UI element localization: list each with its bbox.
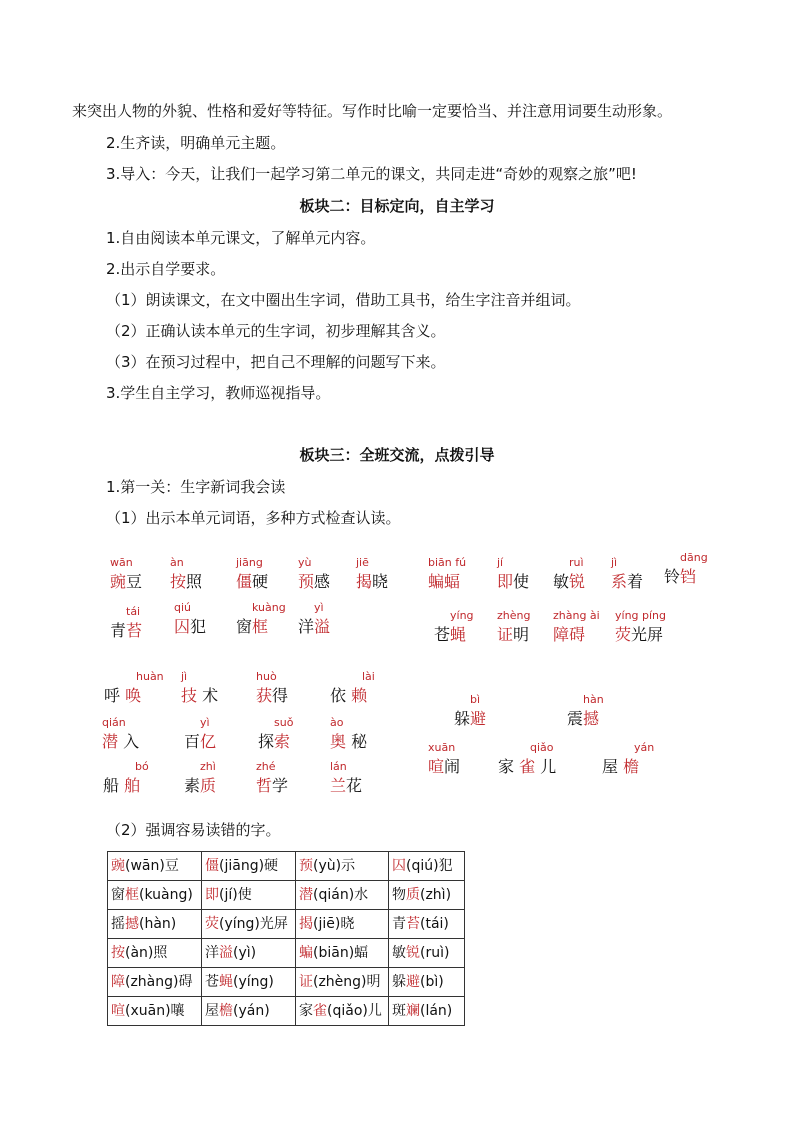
pinyin-label: qiǎo bbox=[530, 741, 554, 754]
cell-pinyin-rest: (yíng)光屏 bbox=[219, 916, 288, 932]
hanzi-word bbox=[497, 572, 529, 592]
cell-pinyin-rest: (zhèng)明 bbox=[313, 974, 381, 990]
pinyin-label: qián bbox=[102, 716, 126, 729]
table-cell bbox=[296, 939, 389, 968]
cell-pinyin-rest: (ruì) bbox=[420, 945, 450, 961]
hanzi-highlight: 技 bbox=[181, 686, 198, 705]
section3-sub1: （1）出示本单元词语，多种方式检查认读。 bbox=[106, 509, 401, 527]
table-row bbox=[108, 881, 465, 910]
cell-highlight-char: 荧 bbox=[205, 916, 219, 932]
table-cell bbox=[108, 881, 202, 910]
table-cell bbox=[202, 881, 296, 910]
cell-pinyin-rest: (biān)蝠 bbox=[313, 945, 369, 961]
pinyin-label: jì bbox=[611, 556, 618, 569]
hanzi-highlight: 撼 bbox=[583, 709, 600, 728]
cell-highlight-char: 框 bbox=[125, 887, 139, 903]
cell-pinyin-rest: (yì) bbox=[233, 945, 257, 961]
hanzi-word bbox=[428, 572, 460, 592]
hanzi-highlight: 获 bbox=[256, 686, 273, 705]
pinyin-word-group bbox=[330, 670, 410, 708]
cell-pinyin-rest: (kuàng) bbox=[139, 887, 193, 903]
pinyin-word-group bbox=[664, 551, 744, 589]
hanzi-highlight: 揭 bbox=[356, 572, 373, 591]
section3-sub2: （2）强调容易读错的字。 bbox=[106, 821, 281, 839]
table-cell bbox=[296, 852, 389, 881]
cell-highlight-char: 喧 bbox=[111, 1003, 125, 1019]
hanzi-plain: 呼 bbox=[104, 686, 126, 705]
pinyin-label: àn bbox=[170, 556, 184, 569]
cell-highlight-char: 即 bbox=[205, 887, 219, 903]
hanzi-word bbox=[330, 732, 367, 752]
cell-highlight-char: 预 bbox=[299, 858, 313, 874]
cell-pinyin-rest: (hàn) bbox=[139, 916, 177, 932]
hanzi-plain: 照 bbox=[186, 572, 203, 591]
cell-pinyin-rest: (qián)水 bbox=[313, 887, 369, 903]
pinyin-word-group bbox=[184, 716, 264, 754]
hanzi-plain: 素 bbox=[184, 776, 201, 795]
pinyin-label: wān bbox=[110, 556, 133, 569]
hanzi-highlight: 质 bbox=[200, 776, 217, 795]
hanzi-highlight: 证 bbox=[497, 625, 514, 644]
table-cell bbox=[389, 852, 465, 881]
pinyin-label: zhì bbox=[200, 760, 216, 773]
hanzi-word bbox=[567, 709, 599, 729]
hanzi-word bbox=[454, 709, 486, 729]
hanzi-highlight: 蝇 bbox=[450, 625, 467, 644]
pinyin-label: jiē bbox=[356, 556, 369, 569]
cell-plain-char: 躲 bbox=[392, 974, 406, 990]
pinyin-word-group bbox=[256, 760, 336, 798]
hanzi-highlight: 赖 bbox=[351, 686, 368, 705]
hanzi-highlight: 喧 bbox=[428, 757, 445, 776]
cell-highlight-char: 豌 bbox=[111, 858, 125, 874]
cell-plain-char: 洋 bbox=[205, 945, 219, 961]
hanzi-word bbox=[428, 757, 460, 777]
cell-plain-char: 家 bbox=[299, 1003, 313, 1019]
hanzi-word bbox=[181, 686, 218, 706]
pinyin-word-group bbox=[428, 741, 508, 779]
table-cell bbox=[389, 968, 465, 997]
table-cell bbox=[108, 968, 202, 997]
pinyin-word-group bbox=[181, 670, 261, 708]
cell-pinyin-rest: (qiǎo)儿 bbox=[327, 1003, 382, 1019]
hanzi-plain: 探 bbox=[258, 732, 275, 751]
cell-pinyin-rest: (lán) bbox=[420, 1003, 453, 1019]
paragraph-read-aloud: 2.生齐读，明确单元主题。 bbox=[106, 134, 286, 152]
cell-plain-char: 摇 bbox=[111, 916, 125, 932]
hanzi-word bbox=[611, 572, 643, 592]
hanzi-word bbox=[298, 617, 330, 637]
hanzi-plain: 豆 bbox=[126, 572, 143, 591]
table-cell bbox=[202, 852, 296, 881]
hanzi-plain: 入 bbox=[118, 732, 140, 751]
cell-highlight-char: 斓 bbox=[406, 1003, 420, 1019]
pinyin-label: zhèng bbox=[497, 609, 531, 622]
pinyin-label: yì bbox=[200, 716, 210, 729]
cell-highlight-char: 檐 bbox=[219, 1003, 233, 1019]
pinyin-label: yì bbox=[314, 601, 324, 614]
table-cell bbox=[389, 939, 465, 968]
hanzi-word bbox=[170, 572, 202, 592]
hanzi-word bbox=[330, 686, 367, 706]
hanzi-word bbox=[602, 757, 639, 777]
cell-highlight-char: 揭 bbox=[299, 916, 313, 932]
hanzi-highlight: 溢 bbox=[314, 617, 331, 636]
hanzi-highlight: 铛 bbox=[680, 567, 697, 586]
table-cell bbox=[389, 997, 465, 1026]
cell-highlight-char: 雀 bbox=[313, 1003, 327, 1019]
hanzi-highlight: 蝙蝠 bbox=[428, 572, 461, 591]
hanzi-plain: 晓 bbox=[372, 572, 389, 591]
hanzi-highlight: 按 bbox=[170, 572, 187, 591]
hanzi-plain: 苍 bbox=[434, 625, 451, 644]
pinyin-label: xuān bbox=[428, 741, 456, 754]
cell-pinyin-rest: (jiē)晓 bbox=[313, 916, 355, 932]
hanzi-word bbox=[110, 572, 142, 592]
table-cell bbox=[108, 910, 202, 939]
hanzi-word bbox=[498, 757, 556, 777]
hanzi-word bbox=[356, 572, 388, 592]
pinyin-word-group bbox=[298, 601, 378, 639]
pinyin-word-group bbox=[184, 760, 264, 798]
hanzi-plain: 敏 bbox=[553, 572, 570, 591]
pinyin-label: jiāng bbox=[236, 556, 263, 569]
hanzi-word bbox=[664, 567, 696, 587]
table-cell bbox=[202, 939, 296, 968]
hanzi-word bbox=[258, 732, 290, 752]
pinyin-label: ào bbox=[330, 716, 344, 729]
hanzi-highlight: 潜 bbox=[102, 732, 119, 751]
section3-heading: 板块三：全班交流，点拨引导 bbox=[299, 446, 495, 464]
hanzi-plain: 家 bbox=[498, 757, 520, 776]
hanzi-word bbox=[102, 732, 139, 752]
table-row bbox=[108, 968, 465, 997]
cell-highlight-char: 撼 bbox=[125, 916, 139, 932]
hanzi-word bbox=[256, 776, 288, 796]
section2-item: 1.自由阅读本单元课文，了解单元内容。 bbox=[106, 229, 376, 247]
hanzi-highlight: 索 bbox=[274, 732, 291, 751]
table-cell bbox=[202, 910, 296, 939]
hanzi-word bbox=[256, 686, 288, 706]
hanzi-highlight: 囚 bbox=[174, 617, 191, 636]
pinyin-word-group bbox=[615, 609, 695, 647]
hanzi-highlight: 舶 bbox=[124, 776, 141, 795]
pinyin-word-group bbox=[104, 670, 184, 708]
cell-highlight-char: 蝇 bbox=[219, 974, 233, 990]
cell-highlight-char: 蝙 bbox=[299, 945, 313, 961]
section2-item: （3）在预习过程中，把自己不理解的问题写下来。 bbox=[106, 353, 446, 371]
section2-item: 2.出示自学要求。 bbox=[106, 260, 226, 278]
table-cell bbox=[202, 968, 296, 997]
hanzi-word bbox=[497, 625, 529, 645]
pinyin-word-group bbox=[498, 741, 578, 779]
pinyin-label: tái bbox=[126, 605, 141, 618]
hanzi-highlight: 即 bbox=[497, 572, 514, 591]
pinyin-label: jí bbox=[497, 556, 504, 569]
hanzi-highlight: 系 bbox=[611, 572, 628, 591]
table-row bbox=[108, 997, 465, 1026]
section2-item: 3.学生自主学习，教师巡视指导。 bbox=[106, 384, 331, 402]
pinyin-label: biān fú bbox=[428, 556, 467, 569]
hanzi-plain: 秘 bbox=[346, 732, 368, 751]
cell-pinyin-rest: (jí)使 bbox=[219, 887, 252, 903]
hanzi-word bbox=[104, 686, 141, 706]
pinyin-label: zhàng ài bbox=[553, 609, 600, 622]
paragraph-introduction: 3.导入：今天，让我们一起学习第二单元的课文，共同走进“奇妙的观察之旅”吧! bbox=[106, 165, 637, 183]
hanzi-plain: 铃 bbox=[664, 567, 681, 586]
hanzi-highlight: 僵 bbox=[236, 572, 253, 591]
hanzi-plain: 闹 bbox=[444, 757, 461, 776]
hanzi-highlight: 檐 bbox=[623, 757, 640, 776]
pinyin-label: zhé bbox=[256, 760, 276, 773]
pinyin-label: bì bbox=[470, 693, 481, 706]
hanzi-highlight: 锐 bbox=[569, 572, 586, 591]
cell-plain-char: 物 bbox=[392, 887, 406, 903]
cell-plain-char: 苍 bbox=[205, 974, 219, 990]
pinyin-label: yíng bbox=[450, 609, 474, 622]
pinyin-label: yíng píng bbox=[615, 609, 667, 622]
pinyin-word-group bbox=[567, 693, 647, 731]
hanzi-plain: 躲 bbox=[454, 709, 471, 728]
cell-highlight-char: 避 bbox=[406, 974, 420, 990]
cell-highlight-char: 证 bbox=[299, 974, 313, 990]
pinyin-label: lán bbox=[330, 760, 347, 773]
cell-highlight-char: 质 bbox=[406, 887, 420, 903]
cell-highlight-char: 僵 bbox=[205, 858, 219, 874]
hanzi-plain: 儿 bbox=[535, 757, 557, 776]
hanzi-highlight: 预 bbox=[298, 572, 315, 591]
table-cell bbox=[296, 881, 389, 910]
hanzi-plain: 船 bbox=[103, 776, 125, 795]
section2-item: （1）朗读课文，在文中圈出生字词，借助工具书，给生字注音并组词。 bbox=[106, 291, 581, 309]
cell-pinyin-rest: (qiú)犯 bbox=[406, 858, 453, 874]
pinyin-label: qiú bbox=[174, 601, 192, 614]
cell-pinyin-rest: (jiāng)硬 bbox=[219, 858, 279, 874]
cell-plain-char: 屋 bbox=[205, 1003, 219, 1019]
pinyin-word-group bbox=[256, 670, 336, 708]
pinyin-word-group bbox=[258, 716, 338, 754]
hanzi-word bbox=[236, 572, 268, 592]
hanzi-plain: 青 bbox=[110, 621, 127, 640]
hanzi-plain: 百 bbox=[184, 732, 201, 751]
hanzi-word bbox=[330, 776, 362, 796]
pinyin-label: kuàng bbox=[252, 601, 286, 614]
hanzi-word bbox=[103, 776, 140, 796]
hanzi-highlight: 唤 bbox=[125, 686, 142, 705]
hanzi-word bbox=[553, 572, 585, 592]
table-cell bbox=[389, 881, 465, 910]
cell-pinyin-rest: (àn)照 bbox=[125, 945, 168, 961]
hanzi-highlight: 兰 bbox=[330, 776, 347, 795]
pinyin-word-group bbox=[102, 716, 182, 754]
cell-plain-char: 斑 bbox=[392, 1003, 406, 1019]
hanzi-highlight: 框 bbox=[252, 617, 269, 636]
pinyin-label: ruì bbox=[569, 556, 584, 569]
hanzi-highlight: 障碍 bbox=[553, 625, 586, 644]
table-row bbox=[108, 910, 465, 939]
hanzi-word bbox=[184, 776, 216, 796]
cell-highlight-char: 锐 bbox=[406, 945, 420, 961]
hanzi-plain: 硬 bbox=[252, 572, 269, 591]
hanzi-word bbox=[236, 617, 268, 637]
table-cell bbox=[389, 910, 465, 939]
cell-highlight-char: 按 bbox=[111, 945, 125, 961]
pinyin-word-group bbox=[330, 760, 410, 798]
table-cell bbox=[202, 997, 296, 1026]
hanzi-highlight: 苔 bbox=[126, 621, 143, 640]
pinyin-word-group bbox=[330, 716, 410, 754]
pinyin-label: lài bbox=[362, 670, 375, 683]
hanzi-plain: 震 bbox=[567, 709, 584, 728]
cell-pinyin-rest: (yíng) bbox=[233, 974, 274, 990]
table-cell bbox=[108, 939, 202, 968]
section2-heading: 板块二：目标定向，自主学习 bbox=[299, 197, 495, 215]
cell-pinyin-rest: (zhàng)碍 bbox=[125, 974, 193, 990]
pinyin-label: huò bbox=[256, 670, 277, 683]
hanzi-word bbox=[615, 625, 663, 645]
pinyin-label: dāng bbox=[680, 551, 708, 564]
hanzi-word bbox=[553, 625, 585, 645]
hanzi-highlight: 亿 bbox=[200, 732, 217, 751]
cell-plain-char: 青 bbox=[392, 916, 406, 932]
hanzi-plain: 屋 bbox=[602, 757, 624, 776]
pinyin-word-group bbox=[356, 556, 436, 594]
pinyin-word-group bbox=[103, 760, 183, 798]
pinyin-label: jì bbox=[181, 670, 188, 683]
hanzi-plain: 依 bbox=[330, 686, 352, 705]
cell-pinyin-rest: (yù)示 bbox=[313, 858, 356, 874]
pinyin-label: suǒ bbox=[274, 716, 294, 729]
hanzi-highlight: 避 bbox=[470, 709, 487, 728]
hanzi-plain: 得 bbox=[272, 686, 289, 705]
hanzi-highlight: 哲 bbox=[256, 776, 273, 795]
hanzi-plain: 使 bbox=[513, 572, 530, 591]
cell-pinyin-rest: (wān)豆 bbox=[125, 858, 179, 874]
hanzi-word bbox=[434, 625, 466, 645]
cell-highlight-char: 障 bbox=[111, 974, 125, 990]
table-cell bbox=[296, 997, 389, 1026]
hanzi-plain: 花 bbox=[346, 776, 363, 795]
pinyin-word-group bbox=[428, 556, 508, 594]
hanzi-highlight: 荧 bbox=[615, 625, 632, 644]
hanzi-plain: 窗 bbox=[236, 617, 253, 636]
pinyin-label: yù bbox=[298, 556, 312, 569]
pinyin-label: bó bbox=[135, 760, 149, 773]
paragraph-intro: 来突出人物的外貌、性格和爱好等特征。写作时比喻一定要恰当、并注意用词要生动形象。 bbox=[72, 102, 673, 120]
hanzi-plain: 学 bbox=[272, 776, 289, 795]
hard-words-table bbox=[107, 851, 465, 1026]
table-row bbox=[108, 852, 465, 881]
pinyin-label: huàn bbox=[136, 670, 164, 683]
hanzi-plain: 着 bbox=[627, 572, 644, 591]
cell-pinyin-rest: (yán) bbox=[233, 1003, 270, 1019]
hanzi-word bbox=[298, 572, 330, 592]
pinyin-word-group bbox=[454, 693, 534, 731]
hanzi-plain: 术 bbox=[197, 686, 219, 705]
cell-plain-char: 敏 bbox=[392, 945, 406, 961]
cell-pinyin-rest: (bì) bbox=[420, 974, 444, 990]
hanzi-word bbox=[174, 617, 206, 637]
hanzi-plain: 明 bbox=[513, 625, 530, 644]
cell-highlight-char: 溢 bbox=[219, 945, 233, 961]
cell-highlight-char: 苔 bbox=[406, 916, 420, 932]
hanzi-word bbox=[184, 732, 216, 752]
hanzi-plain: 感 bbox=[314, 572, 331, 591]
cell-pinyin-rest: (tái) bbox=[420, 916, 449, 932]
hanzi-word bbox=[110, 621, 142, 641]
table-row bbox=[108, 939, 465, 968]
table-cell bbox=[108, 852, 202, 881]
hanzi-plain: 光屏 bbox=[631, 625, 664, 644]
section2-item: （2）正确认读本单元的生字词，初步理解其含义。 bbox=[106, 322, 446, 340]
hanzi-highlight: 奥 bbox=[330, 732, 347, 751]
table-cell bbox=[108, 997, 202, 1026]
cell-plain-char: 窗 bbox=[111, 887, 125, 903]
table-cell bbox=[296, 968, 389, 997]
cell-pinyin-rest: (xuān)嚷 bbox=[125, 1003, 185, 1019]
hanzi-plain: 洋 bbox=[298, 617, 315, 636]
pinyin-word-group bbox=[602, 741, 682, 779]
cell-pinyin-rest: (zhì) bbox=[420, 887, 452, 903]
hanzi-highlight: 雀 bbox=[519, 757, 536, 776]
hanzi-plain: 犯 bbox=[190, 617, 207, 636]
pinyin-label: hàn bbox=[583, 693, 604, 706]
hanzi-highlight: 豌 bbox=[110, 572, 127, 591]
cell-highlight-char: 潜 bbox=[299, 887, 313, 903]
section3-level1: 1.第一关：生字新词我会读 bbox=[106, 478, 286, 496]
table-cell bbox=[296, 910, 389, 939]
cell-highlight-char: 囚 bbox=[392, 858, 406, 874]
pinyin-label: yán bbox=[634, 741, 655, 754]
